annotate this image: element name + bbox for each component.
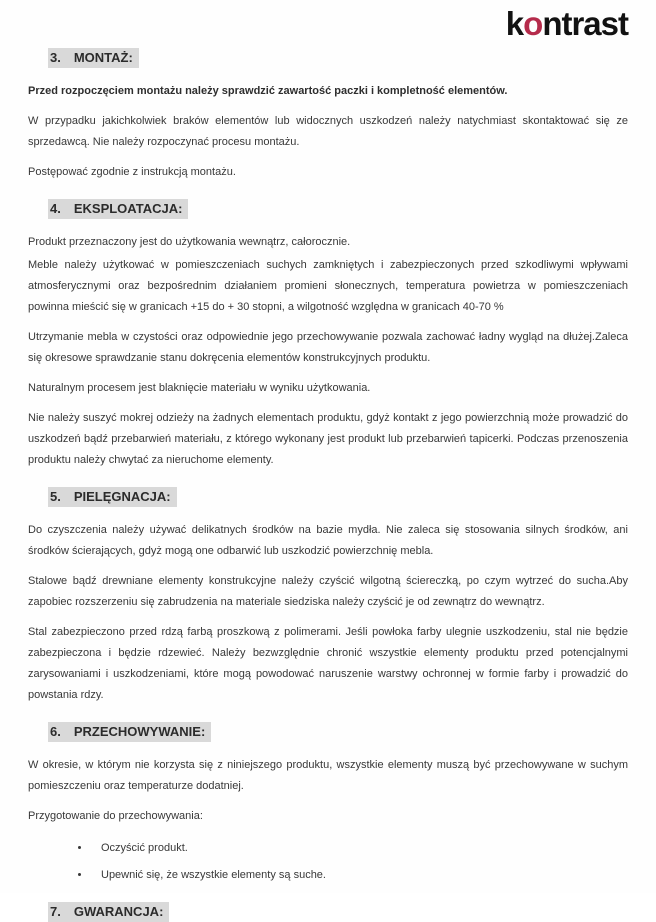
heading-highlight (48, 487, 177, 507)
paragraph-montaz-braki: W przypadku jakichkolwiek braków elementów lub widocznych uszkodzeń należy natychmiast skontaktować się ze sprzedawcą. Nie należy rozpoczynać procesu montażu. (28, 115, 628, 148)
list-item: • Upewnić się, że wszystkie elementy są suche. (91, 865, 628, 886)
logo-letter-k: k (505, 5, 524, 42)
heading-title: PIELĘGNACJA: (73, 489, 171, 504)
section-montaz (28, 48, 628, 183)
storage-checklist (76, 838, 628, 886)
heading-gwarancja (48, 902, 628, 922)
heading-title: EKSPLOATACJA: (73, 201, 183, 216)
heading-eksploatacja (48, 199, 628, 219)
heading-highlight (48, 722, 211, 742)
list-item: • Oczyścić produkt. (91, 838, 628, 859)
heading-highlight (48, 48, 139, 68)
section-pielegnacja (28, 487, 628, 706)
paragraph-montaz-instrukcja: Postępować zgodnie z instrukcją montażu. (28, 166, 236, 178)
paragraph-warunki: Meble należy użytkować w pomieszczeniach suchych zamkniętych i zabezpieczonych przed szkodliwymi wpływami atmosferycznymi oraz bezpośrednim działaniem promieni słonecznych, temperatura powietrza w pomieszczeniach powinna mieścić się w granicach +15 do + 30 stopni, a wilgotność względna w granicach 40-70 % (28, 259, 628, 313)
heading-number: 6. (50, 724, 61, 739)
heading-title: MONTAŻ: (73, 50, 133, 65)
paragraph-blakniecie: Naturalnym procesem jest blaknięcie materiału w wyniku użytkowania. (28, 382, 371, 394)
paragraph-odziez: Nie należy suszyć mokrej odzieży na żadnych elementach produktu, gdyż kontakt z jego powierzchnią może prowadzić do uszkodzeń bądź przebarwień materiału, z którego wykonany jest produkt lub przebarwień tapicerki. Podczas przenoszenia produktu należy chwytać za nieruchome elementy. (28, 412, 628, 466)
heading-pielegnacja (48, 487, 628, 507)
paragraph-przeznaczenie: Produkt przeznaczony jest do użytkowania wewnątrz, całorocznie. (28, 236, 351, 248)
section-gwarancja (28, 902, 628, 922)
logo-suffix: ntrast (542, 5, 628, 42)
logo-red-o-icon: o (523, 5, 543, 42)
heading-number: 5. (50, 489, 61, 504)
heading-number: 7. (50, 904, 61, 919)
paragraph-przygotowanie: Przygotowanie do przechowywania: (28, 810, 203, 822)
paragraph-montaz-intro: Przed rozpoczęciem montażu należy sprawdzić zawartość paczki i kompletność elementów. (28, 85, 508, 97)
section-eksploatacja (28, 199, 628, 471)
heading-number: 3. (50, 50, 61, 65)
heading-highlight (48, 199, 188, 219)
heading-number: 4. (50, 201, 61, 216)
paragraph-utrzymanie: Utrzymanie mebla w czystości oraz odpowiednie jego przechowywanie pozwala zachować ładny wygląd na dłużej.Zaleca się okresowe sprawdzanie stanu dokręcenia elementów konstrukcyjnych produktu. (28, 331, 628, 364)
paragraph-stalowe-elementy: Stalowe bądź drewniane elementy konstrukcyjne należy czyścić wilgotną ściereczką, po czym wytrzeć do sucha.Aby zapobiec rozszerzeniu się zabrudzenia na materiale siedziska należy czyścić je od zewnątrz do wewnątrz. (28, 575, 628, 608)
section-przechowywanie (28, 722, 628, 886)
paragraph-czyszczenie: Do czyszczenia należy używać delikatnych środków na bazie mydła. Nie zaleca się stosowania silnych środków, ani środków ścierających, gdyż mogą one odbarwić lub uszkodzić powierzchnię mebla. (28, 524, 628, 557)
heading-montaz (48, 48, 628, 68)
paragraph-stal-rdza: Stal zabezpieczono przed rdzą farbą proszkową z polimerami. Jeśli powłoka farby ulegnie uszkodzeniu, stal nie będzie zabezpieczona i będzie rdzewieć. Należy bezwzględnie chronić wszystkie elementy produktu przed potencjalnymi zarysowaniami i uszkodzeniami, które mogą powodować naruszenie warstwy ochronnej w formie farby i prowadzić do powstania rdzy. (28, 626, 628, 701)
heading-title: PRZECHOWYWANIE: (73, 724, 206, 739)
heading-przechowywanie (48, 722, 628, 742)
heading-title: GWARANCJA: (73, 904, 164, 919)
heading-highlight (48, 902, 169, 922)
brand-logo (28, 6, 628, 44)
paragraph-okres-przechowywania: W okresie, w którym nie korzysta się z niniejszego produktu, wszystkie elementy muszą być przechowywane w suchym pomieszczeniu oraz temperaturze dodatniej. (28, 759, 628, 792)
